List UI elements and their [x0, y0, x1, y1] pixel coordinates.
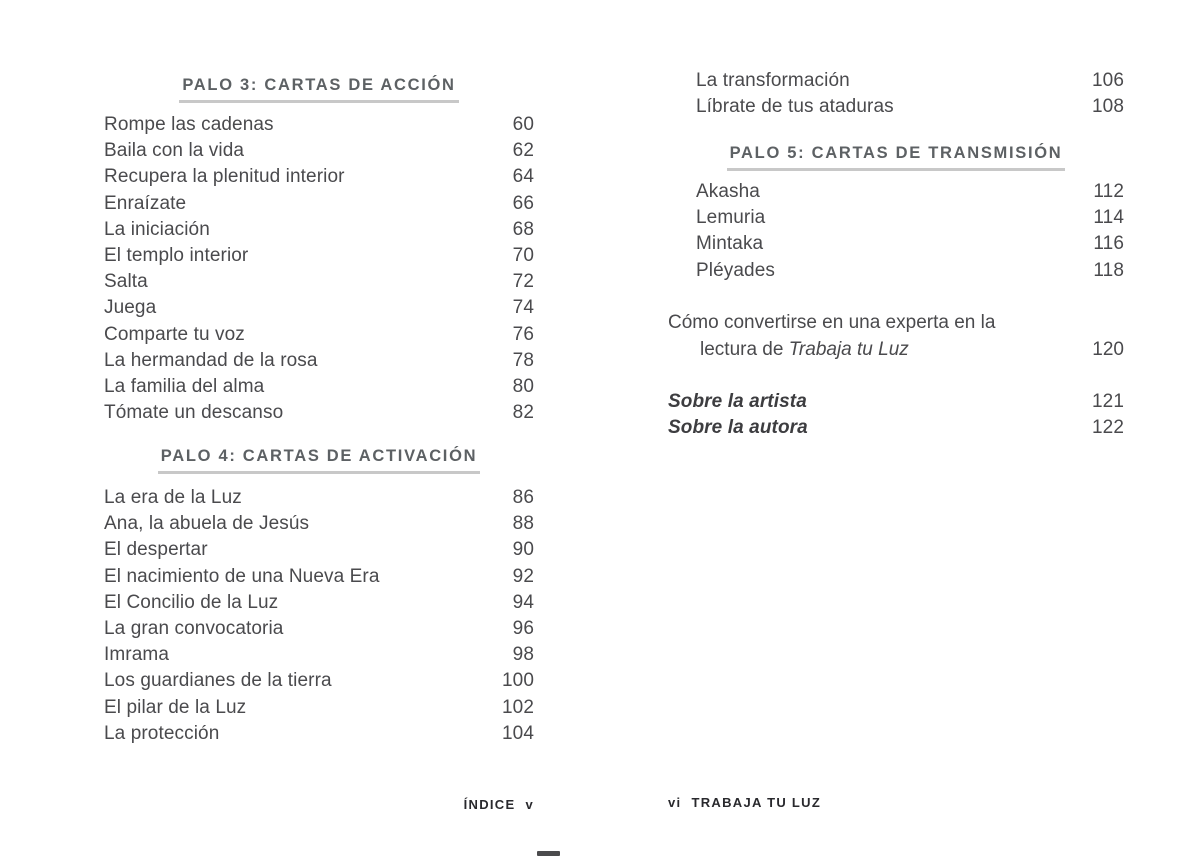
entry-page-number: 96: [512, 618, 534, 640]
entry-page-number: 82: [512, 402, 534, 424]
entry-title: Pléyades: [696, 259, 775, 281]
entry-title: Enraízate: [104, 192, 187, 214]
entry-page-number: 122: [1091, 417, 1124, 439]
entry-page-number: 100: [501, 670, 534, 692]
entry-title: Recupera la plenitud interior: [104, 166, 345, 188]
entry-page-number: 88: [512, 513, 534, 535]
entry-page-number: 62: [512, 140, 534, 162]
toc-entry: [104, 191, 534, 217]
entry-title: Lemuria: [696, 207, 766, 229]
toc-entry: [104, 564, 534, 590]
entry-page-number: 112: [1093, 181, 1124, 203]
toc-entry-experta-lectura: [668, 310, 1124, 363]
footer-index-label: ÍNDICE: [463, 797, 516, 812]
entry-page-number: 98: [512, 644, 534, 666]
toc-entry: [104, 217, 534, 243]
entry-page-number: 66: [512, 192, 534, 214]
section-heading-palo-3: [104, 76, 534, 103]
entry-title: La gran convocatoria: [104, 618, 284, 640]
left-page-footer: [104, 797, 534, 812]
toc-list-palo-4: [104, 485, 534, 747]
entry-title: Baila con la vida: [104, 140, 245, 162]
entry-title: Mintaka: [696, 233, 764, 255]
entry-title: La iniciación: [104, 218, 210, 240]
toc-list-palo-3: [104, 112, 534, 426]
entry-title: La hermandad de la rosa: [104, 349, 318, 371]
toc-entry: [668, 415, 1124, 441]
toc-entry: [104, 721, 534, 747]
entry-title: El despertar: [104, 539, 208, 561]
entry-page-number: 78: [512, 349, 534, 371]
left-page-folio: v: [525, 797, 534, 812]
entry-page-number: 106: [1091, 70, 1124, 92]
toc-entry: [104, 138, 534, 164]
toc-entry: [104, 374, 534, 400]
entry-title: Los guardianes de la tierra: [104, 670, 332, 692]
toc-entry: [668, 68, 1124, 94]
toc-entry: [104, 348, 534, 374]
toc-entry: [104, 485, 534, 511]
entry-title: Rompe las cadenas: [104, 114, 274, 136]
toc-entry: [104, 511, 534, 537]
section-heading-palo-5: [668, 144, 1124, 171]
entry-page-number: 68: [512, 218, 534, 240]
toc-list-palo-4-continuation: [668, 68, 1124, 120]
toc-entry: [668, 389, 1124, 415]
toc-entry: [104, 590, 534, 616]
toc-entry: [104, 400, 534, 426]
entry-title: Akasha: [696, 181, 760, 203]
entry-title: La era de la Luz: [104, 487, 242, 509]
entry-title-line-2: [668, 337, 995, 364]
toc-entry: [668, 205, 1124, 231]
toc-entry: [668, 94, 1124, 120]
toc-entry: [104, 243, 534, 269]
right-page-footer: [668, 795, 1124, 810]
toc-entry: [104, 695, 534, 721]
entry-title: El templo interior: [104, 245, 249, 267]
toc-entry: [668, 231, 1124, 257]
toc-entry: [668, 179, 1124, 205]
entry-page-number: 116: [1093, 233, 1124, 255]
entry-title: Ana, la abuela de Jesús: [104, 513, 310, 535]
entry-title-multiline: [668, 310, 995, 363]
entry-page-number: 80: [512, 375, 534, 397]
toc-entry: [104, 668, 534, 694]
entry-title: Salta: [104, 271, 148, 293]
section-heading-palo-4: [104, 447, 534, 474]
entry-title: El pilar de la Luz: [104, 696, 247, 718]
entry-page-number: 64: [512, 166, 534, 188]
toc-entry: [104, 537, 534, 563]
entry-title: Sobre la artista: [668, 391, 807, 413]
entry-title: Comparte tu voz: [104, 323, 245, 345]
book-title-italic: Trabaja tu Luz: [788, 338, 909, 360]
entry-title: Sobre la autora: [668, 417, 808, 439]
right-page-folio: vi: [668, 795, 682, 810]
entry-title: La familia del alma: [104, 375, 265, 397]
toc-entry: [104, 295, 534, 321]
toc-entry: [668, 258, 1124, 284]
entry-page-number: 86: [512, 487, 534, 509]
entry-title-line-2-prefix: lectura de: [700, 338, 789, 360]
entry-page-number: 118: [1093, 259, 1124, 281]
toc-entry: [104, 322, 534, 348]
entry-page-number: 72: [512, 271, 534, 293]
toc-list-about: [668, 389, 1124, 441]
entry-page-number: 108: [1091, 96, 1124, 118]
section-heading-text: PALO 4: CARTAS DE ACTIVACIÓN: [158, 447, 481, 474]
entry-title: La transformación: [696, 70, 850, 92]
toc-entry: [104, 164, 534, 190]
entry-page-number: 120: [1092, 338, 1124, 360]
entry-title-line-1: Cómo convertirse en una experta en la: [668, 312, 996, 333]
entry-title: Líbrate de tus ataduras: [696, 96, 894, 118]
entry-page-number: 114: [1093, 207, 1124, 229]
entry-page-number: 92: [512, 565, 534, 587]
toc-entry: [104, 112, 534, 138]
page-edge-mark: [537, 851, 560, 856]
toc-entry: [104, 642, 534, 668]
entry-title: El Concilio de la Luz: [104, 591, 279, 613]
entry-page-number: 74: [512, 297, 534, 319]
entry-page-number: 76: [512, 323, 534, 345]
entry-title: Imrama: [104, 644, 169, 666]
footer-book-title: TRABAJA TU LUZ: [691, 795, 822, 810]
entry-page-number: 90: [512, 539, 534, 561]
section-heading-text: PALO 5: CARTAS DE TRANSMISIÓN: [727, 144, 1066, 171]
entry-page-number: 94: [512, 591, 534, 613]
section-heading-text: PALO 3: CARTAS DE ACCIÓN: [179, 76, 458, 103]
entry-page-number: 70: [512, 245, 534, 267]
entry-title: El nacimiento de una Nueva Era: [104, 565, 380, 587]
toc-list-palo-5: [668, 179, 1124, 284]
entry-title: Tómate un descanso: [104, 402, 284, 424]
entry-page-number: 104: [501, 722, 534, 744]
entry-page-number: 102: [501, 696, 534, 718]
entry-page-number: 60: [512, 114, 534, 136]
entry-title: Juega: [104, 297, 157, 319]
toc-entry: [104, 269, 534, 295]
toc-entry: [104, 616, 534, 642]
entry-title: La protección: [104, 722, 220, 744]
entry-page-number: 121: [1091, 391, 1124, 413]
